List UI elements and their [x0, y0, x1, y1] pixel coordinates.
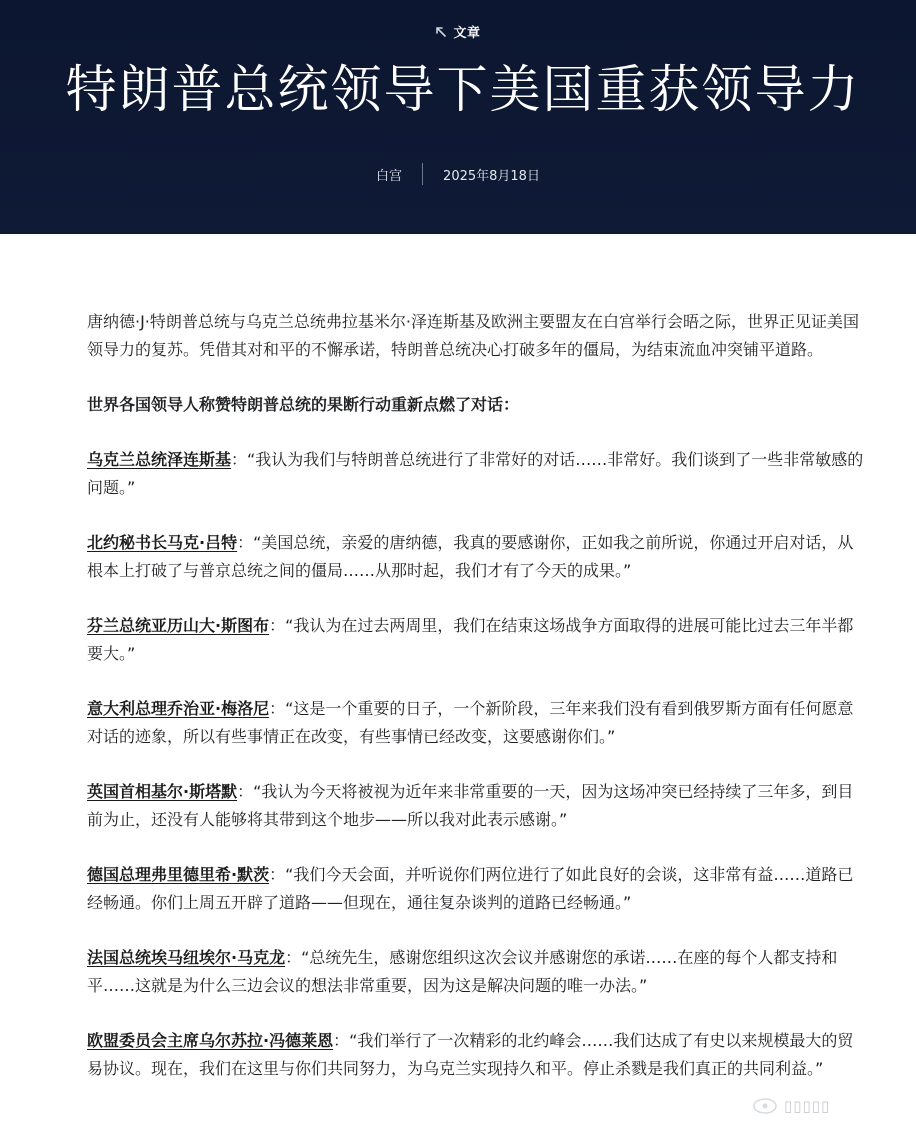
quote-text: ：“美国总统，亲爱的唐纳德，我真的要感谢你，正如我之前所说，你通过开启对话，从根本上打破了与普京总统之间的僵局……从那时起，我们才有了今天的成果。” [87, 533, 854, 580]
quote-paragraph [87, 861, 869, 917]
quote-paragraph [87, 612, 869, 668]
quote-text: ：“我认为今天将被视为近年来非常重要的一天，因为这场冲突已经持续了三年多，到目前为止，还没有人能够将其带到这个地步——所以我对此表示感谢。” [87, 782, 854, 829]
quote-paragraph [87, 529, 869, 585]
article-body [87, 308, 869, 1110]
speaker-link[interactable]: 乌克兰总统泽连斯基 [87, 450, 232, 469]
lead-in-heading: 世界各国领导人称赞特朗普总统的果断行动重新点燃了对话： [87, 395, 520, 414]
quote-text: ：“我们今天会面，并听说你们两位进行了如此良好的会谈，这非常有益……道路已经畅通。你们上周五开辟了道路——但现在，通往复杂谈判的道路已经畅通。” [87, 865, 854, 912]
speaker-link[interactable]: 意大利总理乔治亚·梅洛尼 [87, 699, 270, 718]
quote-paragraph [87, 1027, 869, 1083]
quote-paragraph [87, 778, 869, 834]
quote-text: ：“这是一个重要的日子，一个新阶段，三年来我们没有看到俄罗斯方面有任何愿意对话的迹象，所以有些事情正在改变，有些事情已经改变，这要感谢你们。” [87, 699, 854, 746]
quote-text: ：“我们举行了一次精彩的北约峰会……我们达成了有史以来规模最大的贸易协议。现在，我们在这里与你们共同努力，为乌克兰实现持久和平。停止杀戮是我们真正的共同利益。” [87, 1031, 854, 1078]
page-hero [0, 0, 916, 234]
speaker-link[interactable]: 北约秘书长马克·吕特 [87, 533, 238, 552]
watermark [752, 1090, 912, 1122]
speaker-link[interactable]: 欧盟委员会主席乌尔苏拉·冯德莱恩 [87, 1031, 334, 1050]
source-label: 白宫 [376, 168, 403, 184]
speaker-link[interactable]: 法国总统埃马纽埃尔·马克龙 [87, 948, 286, 967]
article-meta [0, 163, 916, 185]
speaker-link[interactable]: 英国首相基尔·斯塔默 [87, 782, 238, 801]
quote-paragraph [87, 446, 869, 502]
breadcrumb[interactable] [0, 22, 916, 41]
page-title: 特朗普总统领导下美国重获领导力 [65, 61, 861, 120]
meta-divider [422, 163, 423, 185]
speaker-link[interactable]: 德国总理弗里德里希·默茨 [87, 865, 270, 884]
arrow-up-left-icon [435, 26, 447, 38]
watermark-text-icon: ▯▯▯▯▯ [784, 1097, 831, 1115]
quote-text: ：“我认为我们与特朗普总统进行了非常好的对话……非常好。我们谈到了一些非常敏感的问题。” [87, 450, 864, 497]
publish-date: 2025年8月18日 [443, 168, 540, 184]
quote-text: ：“我认为在过去两周里，我们在结束这场战争方面取得的进展可能比过去三年半都要大。” [87, 616, 854, 663]
quote-text: ：“总统先生，感谢您组织这次会议并感谢您的承诺……在座的每个人都支持和平……这就是为什么三边会议的想法非常重要，因为这是解决问题的唯一办法。” [87, 948, 838, 995]
quote-paragraph [87, 695, 869, 751]
intro-paragraph: 唐纳德·J·特朗普总统与乌克兰总统弗拉基米尔·泽连斯基及欧洲主要盟友在白宫举行会晤之际，世界正见证美国领导力的复苏。凭借其对和平的不懈承诺，特朗普总统决心打破多年的僵局，为结束流血冲突铺平道路。 [87, 312, 859, 359]
speaker-link[interactable]: 芬兰总统亚历山大·斯图布 [87, 616, 270, 635]
quote-paragraph [87, 944, 869, 1000]
category-label[interactable]: 文章 [453, 26, 481, 41]
watermark-logo-icon [752, 1097, 778, 1115]
